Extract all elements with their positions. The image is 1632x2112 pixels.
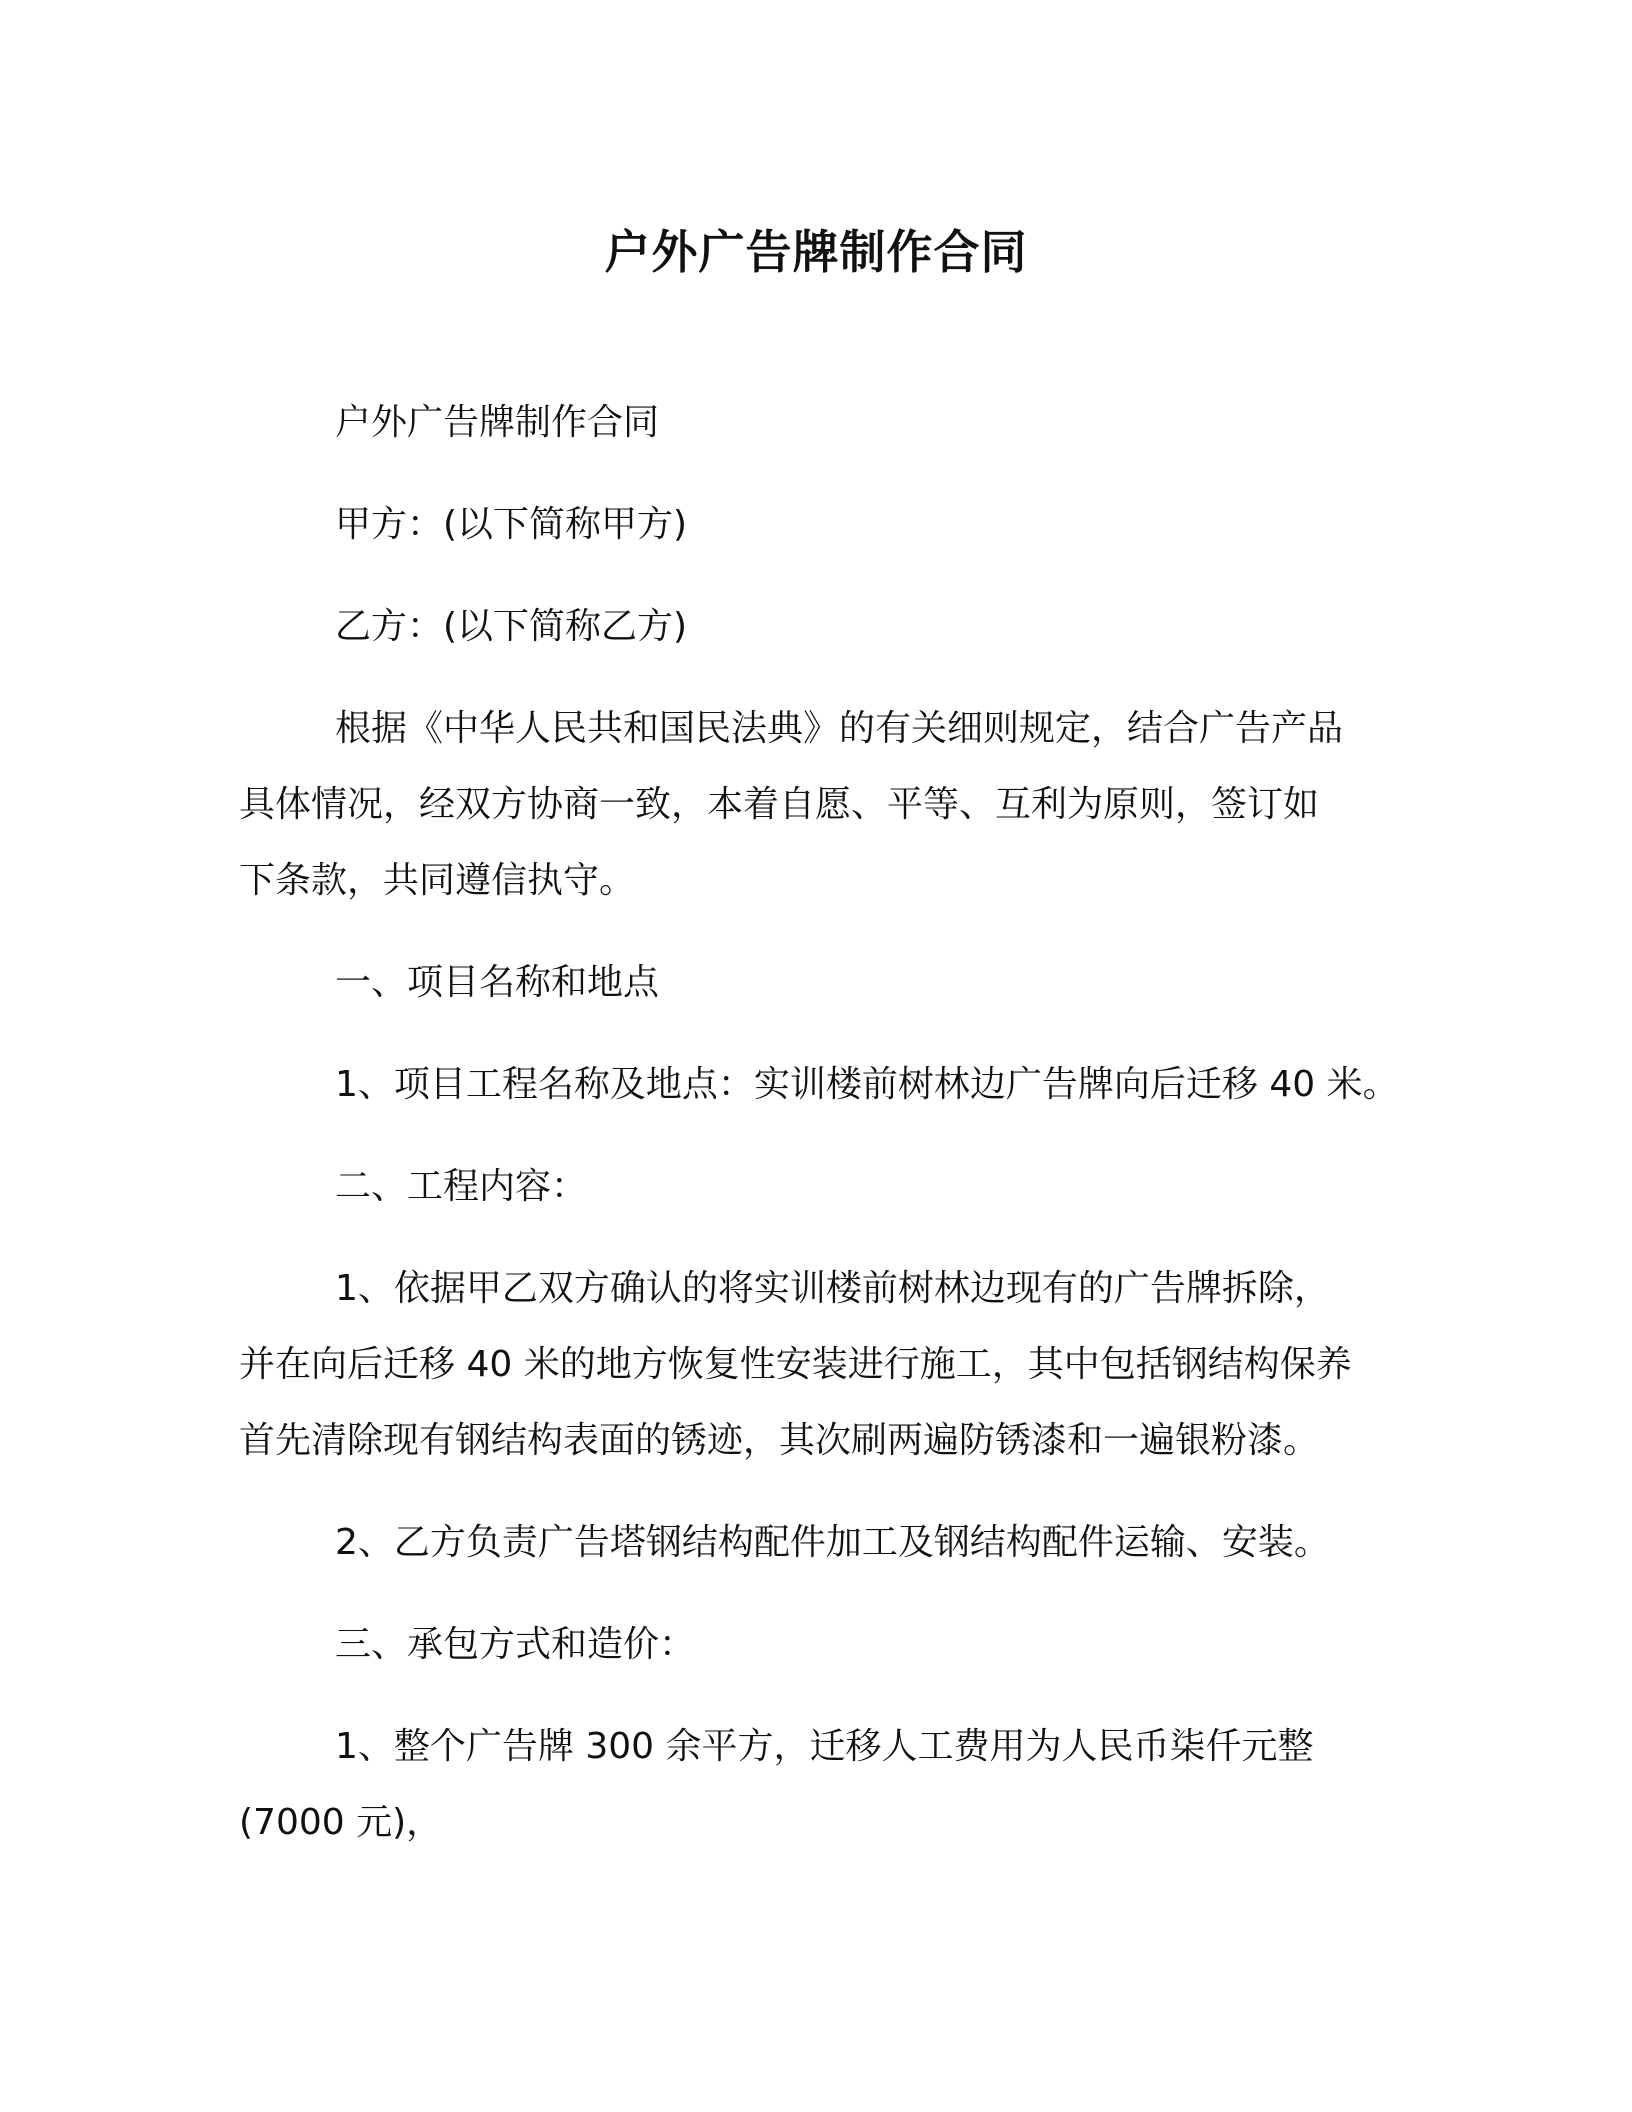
document-title: 户外广告牌制作合同	[604, 225, 1028, 279]
section-2-heading: 二、工程内容：	[335, 1166, 588, 1207]
preamble-line-2: 具体情况，经双方协商一致，本着自愿、平等、互利为原则，签订如	[239, 784, 1320, 825]
preamble-line-1: 根据《中华人民共和国民法典》的有关细则规定，结合广告产品	[335, 708, 1344, 749]
section-1-heading: 一、项目名称和地点	[335, 962, 660, 1003]
section-2-item-1-line-2: 并在向后迁移 40 米的地方恢复性安装进行施工，其中包括钢结构保养	[239, 1344, 1352, 1385]
section-3-item-1-line-1: 1、整个广告牌 300 余平方，迁移人工费用为人民币柒仟元整	[335, 1726, 1314, 1767]
section-2-item-1-line-1: 1、依据甲乙双方确认的将实训楼前树林边现有的广告牌拆除，	[335, 1268, 1330, 1309]
section-1-item-1: 1、项目工程名称及地点：实训楼前树林边广告牌向后迁移 40 米。	[335, 1064, 1399, 1105]
party-b-line: 乙方：(以下简称乙方)	[335, 606, 688, 647]
section-3-heading: 三、承包方式和造价：	[335, 1624, 696, 1665]
party-a-line: 甲方：(以下简称甲方)	[335, 504, 688, 545]
section-2-item-2: 2、乙方负责广告塔钢结构配件加工及钢结构配件运输、安装。	[335, 1522, 1330, 1563]
section-3-item-1-line-2: (7000 元)，	[239, 1802, 443, 1843]
preamble-line-3: 下条款，共同遵信执守。	[239, 860, 636, 901]
paragraph-heading: 户外广告牌制作合同	[335, 402, 660, 443]
section-2-item-1-line-3: 首先清除现有钢结构表面的锈迹，其次刷两遍防锈漆和一遍银粉漆。	[239, 1420, 1320, 1461]
